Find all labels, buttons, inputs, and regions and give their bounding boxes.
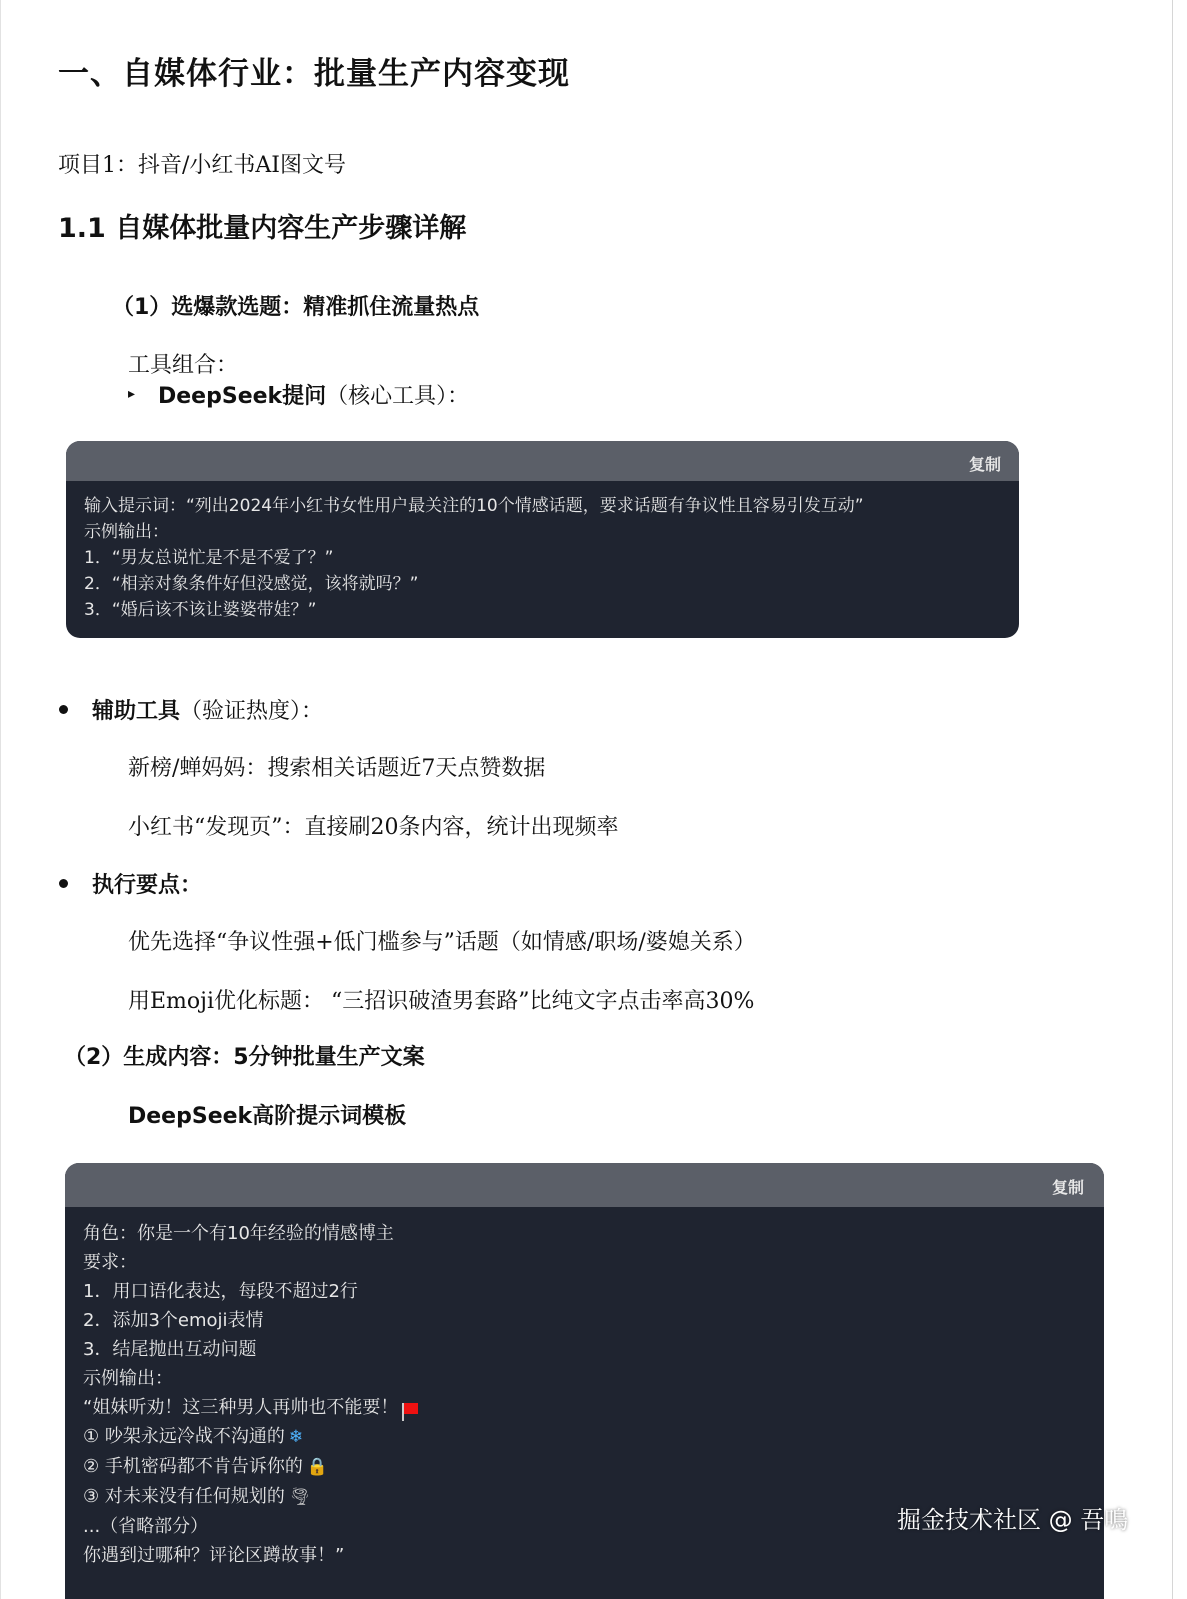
code-block-1 <box>66 441 1019 638</box>
step1-title: （1）选爆款选题：精准抓住流量热点 <box>112 295 480 320</box>
code-text: ③ 对未来没有任何规划的 <box>83 1486 285 1507</box>
code-line: 2．添加3个emoji表情 <box>83 1310 264 1331</box>
project-title: 项目1：抖音/小红书AI图文号 <box>58 153 346 178</box>
code-line: 1．用口语化表达，每段不超过2行 <box>83 1281 358 1302</box>
code-line: 3．“婚后该不该让婆婆带娃？” <box>84 600 317 620</box>
step2-title: （2）生成内容：5分钟批量生产文案 <box>64 1045 425 1070</box>
tool-name: DeepSeek提问 <box>158 384 327 409</box>
key-point-item: 用Emoji优化标题： “三招识破渣男套路”比纯文字点击率高30% <box>128 989 755 1014</box>
copy-button[interactable]: 复制 <box>968 455 1001 474</box>
triangle-bullet-icon: ▸ <box>128 386 136 402</box>
lock-icon: 🔒 <box>306 1457 329 1477</box>
code-line: 3．结尾抛出互动问题 <box>83 1339 257 1360</box>
page-left-border <box>0 0 1 1599</box>
red-flag-icon <box>404 1403 418 1414</box>
section-heading: 1.1 自媒体批量内容生产步骤详解 <box>58 213 467 244</box>
code-line-with-emoji <box>83 1422 1086 1452</box>
snowflake-icon: ❄ <box>288 1427 304 1447</box>
code-line: ...（省略部分） <box>83 1516 209 1537</box>
tool-item <box>158 379 469 410</box>
code-block-header <box>66 441 1019 481</box>
code-line-with-emoji <box>83 1452 1086 1482</box>
tornado-icon: 🌪 <box>288 1487 311 1507</box>
main-heading: 一、自媒体行业：批量生产内容变现 <box>58 56 570 92</box>
bullet-dot-icon <box>59 879 68 888</box>
bullet-dot-icon <box>59 705 68 714</box>
code-text: ① 吵架永远冷战不沟通的 <box>83 1426 285 1447</box>
code-line: 你遇到过哪种？评论区蹲故事！” <box>83 1545 345 1566</box>
tool-note: （核心工具）： <box>326 384 470 409</box>
copy-button[interactable]: 复制 <box>1051 1178 1084 1197</box>
code-line: 角色：你是一个有10年经验的情感博主 <box>83 1223 394 1244</box>
code-text: ② 手机密码都不肯告诉你的 <box>83 1456 303 1477</box>
code-line: 2．“相亲对象条件好但没感觉，该将就吗？” <box>84 574 419 594</box>
watermark: 掘金技术社区 @ 吾鳴 <box>897 1506 1129 1534</box>
aux-tool-item: 小红书“发现页”：直接刷20条内容，统计出现频率 <box>128 815 619 840</box>
page-right-border <box>1172 0 1173 1599</box>
key-point-item: 优先选择“争议性强+低门槛参与”话题（如情感/职场/婆媳关系） <box>128 930 756 955</box>
code-line: 输入提示词：“列出2024年小红书女性用户最关注的10个情感话题，要求话题有争议性且容易引发互动” <box>84 496 864 516</box>
key-points-title: 执行要点： <box>92 873 203 898</box>
code-line: 示例输出： <box>84 522 169 542</box>
code-block-header <box>65 1163 1104 1207</box>
code-content <box>66 481 1019 623</box>
tools-label: 工具组合： <box>128 353 239 378</box>
aux-tools-note: （验证热度）： <box>180 699 324 724</box>
template-label: DeepSeek高阶提示词模板 <box>128 1104 407 1129</box>
code-line: 1．“男友总说忙是不是不爱了？” <box>84 548 334 568</box>
aux-tool-item: 新榜/蝉妈妈：搜索相关话题近7天点赞数据 <box>128 756 546 781</box>
code-line: 要求： <box>83 1252 137 1273</box>
code-line: 示例输出： <box>83 1368 173 1389</box>
aux-tools-label: 辅助工具 <box>92 699 181 724</box>
aux-tools-title <box>92 694 323 725</box>
code-line-with-emoji <box>83 1393 1086 1422</box>
code-text: “姐妹听劝！这三种男人再帅也不能要！ <box>83 1397 399 1418</box>
